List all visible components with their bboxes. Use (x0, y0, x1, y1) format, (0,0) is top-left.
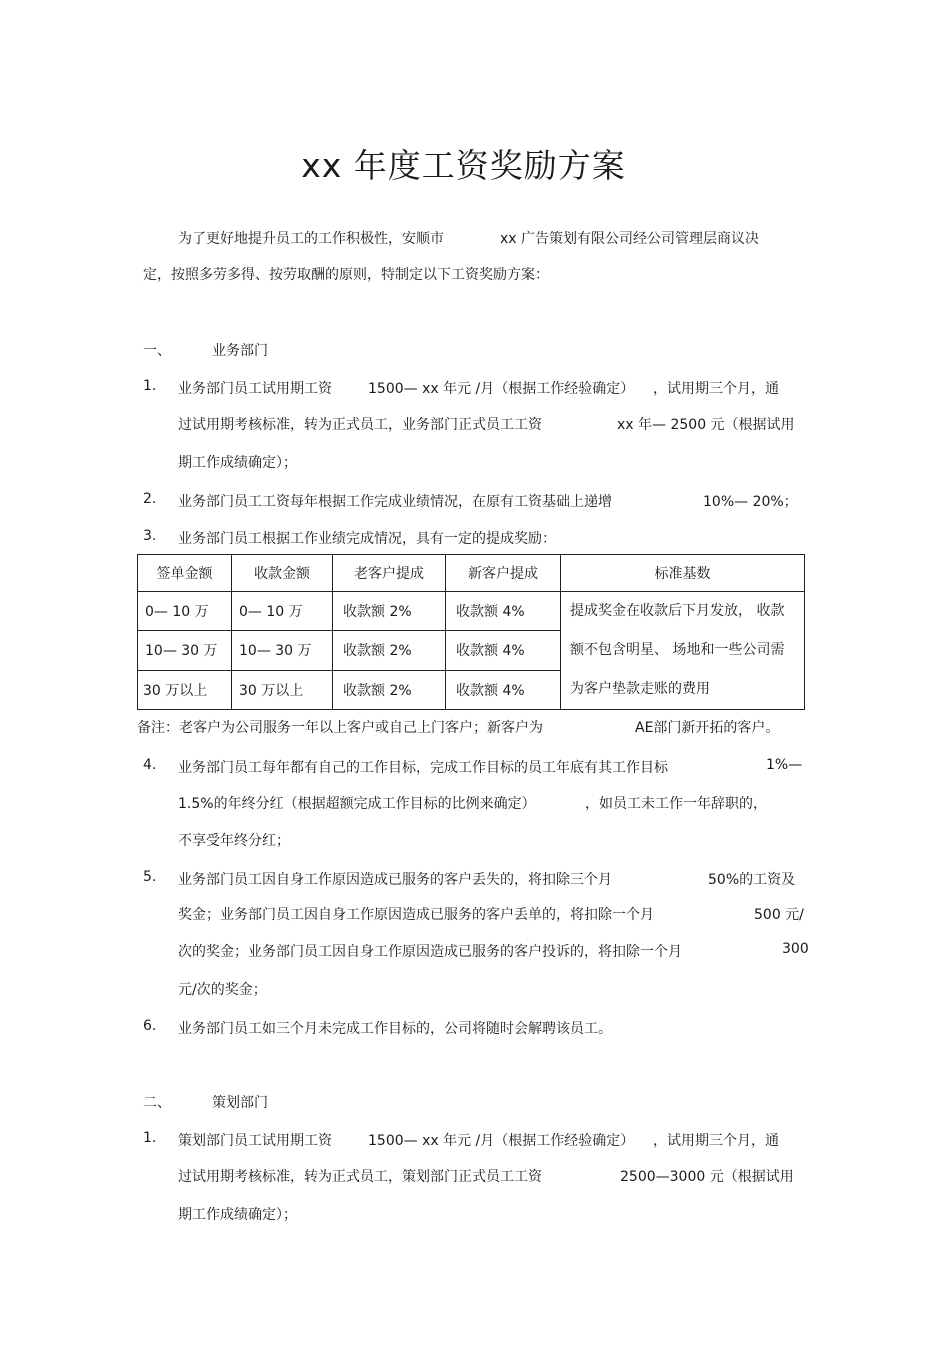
list-number: 1. (143, 1130, 157, 1146)
table-cell: 收款额 4% (446, 631, 561, 670)
list-item-text: 1.5%的年终分红（根据超额完成工作目标的比例来确定） (178, 796, 536, 812)
list-item-text: 期工作成绩确定）； (178, 455, 297, 471)
list-number: 4. (143, 757, 157, 773)
column-header: 新客户提成 (446, 555, 561, 592)
list-item-text: 策划部门员工试用期工资 (178, 1133, 332, 1149)
column-header: 收款金额 (232, 555, 333, 592)
list-item-text: 过试用期考核标准，转为正式员工，业务部门正式员工工资 (178, 417, 542, 433)
document-title: xx 年度工资奖励方案 (301, 146, 626, 185)
list-item-text: ，试用期三个月，通 (653, 381, 779, 397)
table-cell: 30 万以上 (232, 670, 333, 709)
table-cell: 收款额 2% (333, 670, 446, 709)
table-cell: 10— 30 万 (232, 631, 333, 670)
commission-table (137, 554, 805, 710)
list-item-text: 500 元/ (754, 907, 804, 923)
list-item-text: 1500— xx 年元 /月（根据工作经验确定） (368, 1133, 635, 1149)
column-header: 签单金额 (138, 555, 232, 592)
standard-basis-cell: 提成奖金在收款后下月发放， 收款额不包含明星、 场地和一些公司需为客户垫款走账的费用 (561, 592, 805, 710)
list-number: 6. (143, 1018, 157, 1034)
list-item-text: 元/次的奖金； (178, 982, 267, 998)
section-number: 二、 (143, 1095, 171, 1111)
list-item-text: 10%— 20%； (703, 494, 798, 510)
list-item-text: 1%— (766, 757, 803, 773)
table-cell: 收款额 2% (333, 631, 446, 670)
section-title: 业务部门 (212, 343, 268, 359)
table-note: 备注：老客户为公司服务一年以上客户或自己上门客户；新客户为 (137, 720, 543, 736)
list-item-text: 过试用期考核标准，转为正式员工，策划部门正式员工工资 (178, 1169, 542, 1185)
table-cell: 0— 10 万 (138, 592, 232, 631)
table-cell: 收款额 4% (446, 670, 561, 709)
section-title: 策划部门 (212, 1095, 268, 1111)
list-item-text: xx 年— 2500 元（根据试用 (617, 417, 795, 433)
intro-text: 为了更好地提升员工的工作积极性，安顺市 (178, 231, 444, 247)
list-item-text: ，试用期三个月，通 (653, 1133, 779, 1149)
list-item-text: 业务部门员工根据工作业绩完成情况，具有一定的提成奖励： (178, 531, 556, 547)
list-item-text: 业务部门员工每年都有自己的工作目标，完成工作目标的员工年底有其工作目标 (178, 760, 668, 776)
list-item-text: 300 (782, 941, 809, 957)
list-item-text: ，如员工未工作一年辞职的， (585, 796, 767, 812)
table-note: AE部门新开拓的客户。 (635, 720, 780, 736)
list-item-text: 业务部门员工因自身工作原因造成已服务的客户丢失的，将扣除三个月 (178, 872, 612, 888)
intro-text: xx 广告策划有限公司经公司管理层商议决 (500, 231, 760, 247)
list-item-text: 业务部门员工试用期工资 (178, 381, 332, 397)
table-header-row (138, 555, 805, 592)
section-number: 一、 (143, 343, 171, 359)
table-cell: 收款额 2% (333, 592, 446, 631)
list-number: 5. (143, 869, 157, 885)
list-item-text: 业务部门员工如三个月未完成工作目标的，公司将随时会解聘该员工。 (178, 1021, 612, 1037)
list-item-text: 奖金；业务部门员工因自身工作原因造成已服务的客户丢单的，将扣除一个月 (178, 907, 654, 923)
list-item-text: 不享受年终分红； (178, 833, 290, 849)
column-header: 老客户提成 (333, 555, 446, 592)
table-cell: 0— 10 万 (232, 592, 333, 631)
list-item-text: 50%的工资及 (708, 872, 796, 888)
column-header: 标准基数 (561, 555, 805, 592)
list-item-text: 期工作成绩确定）； (178, 1207, 297, 1223)
list-number: 3. (143, 528, 157, 544)
list-number: 2. (143, 491, 157, 507)
intro-text: 定，按照多劳多得、按劳取酬的原则，特制定以下工资奖励方案： (143, 267, 549, 283)
list-item-text: 业务部门员工工资每年根据工作完成业绩情况，在原有工资基础上递增 (178, 494, 612, 510)
list-item-text: 2500—3000 元（根据试用 (620, 1169, 794, 1185)
list-number: 1. (143, 378, 157, 394)
table-cell: 收款额 4% (446, 592, 561, 631)
table-row (138, 592, 805, 631)
table-cell: 30 万以上 (138, 670, 232, 709)
list-item-text: 1500— xx 年元 /月（根据工作经验确定） (368, 381, 635, 397)
table-cell: 10— 30 万 (138, 631, 232, 670)
list-item-text: 次的奖金；业务部门员工因自身工作原因造成已服务的客户投诉的，将扣除一个月 (178, 944, 682, 960)
